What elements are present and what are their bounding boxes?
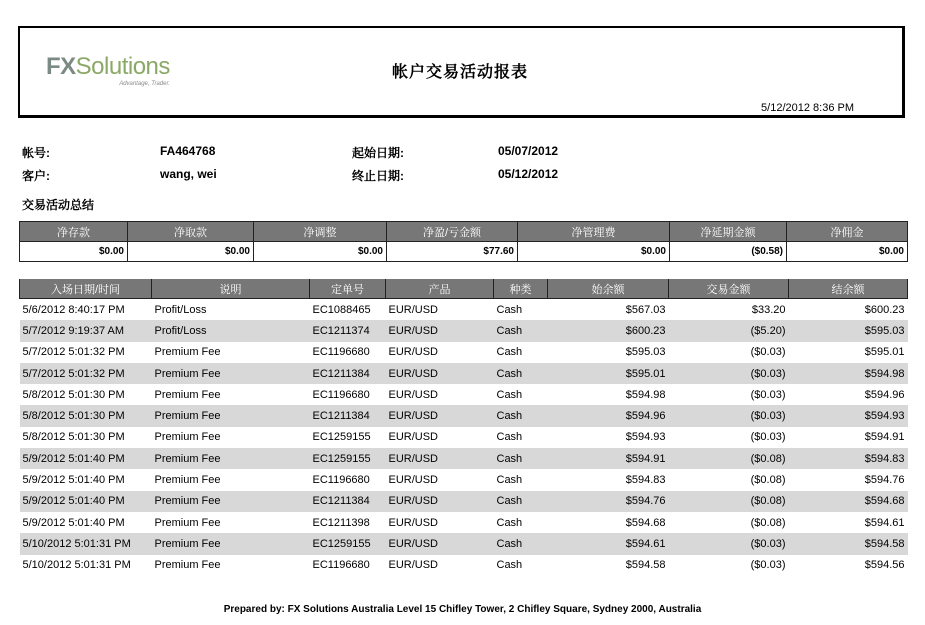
table-row [20,320,908,341]
summary-header: 净管理费 [518,222,670,242]
table-row [20,342,908,363]
cell-product: EUR/USD [388,431,439,444]
table-row [20,448,908,469]
cell-type: Cash [496,431,523,444]
cell-entry-datetime: 5/7/2012 5:01:32 PM [22,346,125,359]
cell-entry-datetime: 5/8/2012 5:01:30 PM [20,405,152,426]
cell-entry-datetime: 5/7/2012 5:01:32 PM [20,363,152,384]
cell-opening-balance: $594.91 [548,448,669,469]
cell-description: Premium Fee [154,474,221,487]
end-date-label: 终止日期: [352,169,404,183]
account-value: FA464768 [160,144,216,158]
cell-order-number: EC1211384 [310,405,386,426]
summary-value: $0.00 [254,242,387,262]
cell-entry-datetime: 5/9/2012 5:01:40 PM [22,516,125,529]
cell-order-number: EC1211374 [310,320,386,341]
cell-amount: ($0.03) [669,363,789,384]
cell-opening-balance: $594.83 [625,474,666,487]
cell-description: Premium Fee [154,431,221,444]
cell-description: Profit/Loss [152,320,310,341]
cell-type: Cash [494,448,548,469]
cell-closing-balance: $594.93 [789,405,908,426]
cell-closing-balance: $594.96 [864,388,905,401]
cell-amount: ($0.03) [750,559,786,572]
cell-type: Cash [496,303,523,316]
cell-amount: ($0.03) [669,405,789,426]
cell-product: EUR/USD [388,516,439,529]
cell-description: Premium Fee [154,346,221,359]
summary-header: 净存款 [20,222,128,242]
cell-type: Cash [496,516,523,529]
cell-amount: ($0.03) [750,346,786,359]
cell-opening-balance: $600.23 [548,320,669,341]
cell-entry-datetime: 5/7/2012 9:19:37 AM [20,320,152,341]
summary-header: 净延期金额 [670,222,787,242]
cell-order-number: EC1196680 [312,474,370,487]
cell-closing-balance: $594.91 [864,431,905,444]
cell-entry-datetime: 5/10/2012 5:01:31 PM [20,533,152,554]
summary-value: ($0.58) [670,242,787,262]
cell-description: Premium Fee [152,491,310,512]
cell-opening-balance: $594.98 [625,388,666,401]
cell-order-number: EC1259155 [310,448,386,469]
cell-description: Premium Fee [152,448,310,469]
summary-table [19,221,908,262]
cell-type: Cash [496,559,523,572]
report-header [18,26,905,118]
cell-closing-balance: $600.23 [864,303,905,316]
cell-opening-balance: $594.76 [548,491,669,512]
cell-amount: ($0.03) [669,533,789,554]
cell-amount: $33.20 [751,303,786,316]
activity-header: 入场日期/时间 [20,279,152,299]
table-row [20,491,908,512]
cell-opening-balance: $594.58 [625,559,666,572]
cell-product: EUR/USD [388,346,439,359]
cell-amount: ($0.08) [750,516,786,529]
table-row [20,512,908,533]
table-row [20,363,908,384]
cell-entry-datetime: 5/8/2012 5:01:30 PM [22,431,125,444]
activity-header: 产品 [386,279,494,299]
cell-description: Profit/Loss [154,303,207,316]
cell-closing-balance: $594.83 [789,448,908,469]
cell-entry-datetime: 5/9/2012 5:01:40 PM [22,474,125,487]
activity-table [19,279,908,576]
cell-description: Premium Fee [152,533,310,554]
report-timestamp: 5/12/2012 8:36 PM [761,102,854,114]
cell-type: Cash [494,533,548,554]
cell-closing-balance: $594.61 [864,516,905,529]
cell-type: Cash [494,491,548,512]
cell-opening-balance: $567.03 [625,303,666,316]
summary-header: 净盈/亏金额 [387,222,518,242]
cell-type: Cash [494,363,548,384]
cell-order-number: EC1211384 [310,491,386,512]
cell-opening-balance: $594.68 [625,516,666,529]
start-date-label: 起始日期: [352,146,404,160]
cell-closing-balance: $595.01 [864,346,905,359]
logo-tagline: Advantage, Trader. [119,81,170,87]
client-label: 客户: [22,169,50,183]
cell-order-number: EC1196680 [312,346,370,359]
cell-order-number: EC1211398 [312,516,370,529]
logo-solutions: Solutions [75,53,170,80]
cell-closing-balance: $594.68 [789,491,908,512]
cell-closing-balance: $594.98 [789,363,908,384]
table-row [20,405,908,426]
client-value: wang, wei [160,167,217,181]
cell-entry-datetime: 5/6/2012 8:40:17 PM [22,303,125,316]
summary-header: 净佣金 [787,222,908,242]
summary-value: $77.60 [387,242,518,262]
cell-amount: ($0.08) [669,448,789,469]
cell-description: Premium Fee [154,388,221,401]
account-label: 帐号: [22,146,50,160]
summary-section-title: 交易活动总结 [22,198,95,212]
cell-closing-balance: $595.03 [789,320,908,341]
start-date-value: 05/07/2012 [498,144,559,158]
activity-header: 种类 [494,279,548,299]
end-date-value: 05/12/2012 [498,167,559,181]
cell-amount: ($0.08) [750,474,786,487]
cell-description: Premium Fee [154,516,221,529]
cell-order-number: EC1196680 [312,559,370,572]
summary-header: 净调整 [254,222,387,242]
cell-product: EUR/USD [386,405,494,426]
cell-order-number: EC1211384 [310,363,386,384]
activity-header: 定单号 [310,279,386,299]
table-row [20,533,908,554]
cell-product: EUR/USD [386,491,494,512]
cell-entry-datetime: 5/10/2012 5:01:31 PM [22,559,131,572]
summary-value: $0.00 [518,242,670,262]
activity-header: 交易金额 [669,279,789,299]
cell-product: EUR/USD [386,320,494,341]
cell-product: EUR/USD [388,559,439,572]
cell-description: Premium Fee [154,559,221,572]
report-title: 帐户交易活动报表 [391,64,528,81]
table-row [20,384,908,405]
cell-closing-balance: $594.58 [789,533,908,554]
cell-order-number: EC1088465 [312,303,371,316]
cell-order-number: EC1196680 [312,388,370,401]
cell-product: EUR/USD [386,533,494,554]
cell-product: EUR/USD [388,303,439,316]
cell-order-number: EC1259155 [312,431,371,444]
activity-header: 结余额 [789,279,908,299]
table-row [20,469,908,490]
cell-product: EUR/USD [388,388,439,401]
cell-amount: ($5.20) [669,320,789,341]
cell-product: EUR/USD [388,474,439,487]
summary-value: $0.00 [128,242,254,262]
prepared-by-footer: Prepared by: FX Solutions Australia Level 15 Chifley Tower, 2 Chifley Square, Sydney 2000, Australia [223,604,702,615]
cell-type: Cash [496,346,523,359]
summary-value: $0.00 [20,242,128,262]
cell-opening-balance: $594.93 [625,431,666,444]
activity-header: 始余额 [548,279,669,299]
table-row [20,427,908,448]
cell-entry-datetime: 5/9/2012 5:01:40 PM [20,491,152,512]
cell-closing-balance: $594.56 [864,559,905,572]
cell-entry-datetime: 5/8/2012 5:01:30 PM [22,388,125,401]
cell-opening-balance: $594.96 [548,405,669,426]
cell-type: Cash [496,474,523,487]
cell-type: Cash [494,320,548,341]
cell-order-number: EC1259155 [310,533,386,554]
table-row [20,555,908,576]
cell-amount: ($0.03) [750,431,786,444]
table-row [20,299,908,321]
cell-description: Premium Fee [152,363,310,384]
cell-amount: ($0.03) [750,388,786,401]
cell-entry-datetime: 5/9/2012 5:01:40 PM [20,448,152,469]
cell-description: Premium Fee [152,405,310,426]
cell-type: Cash [496,388,523,401]
cell-opening-balance: $595.03 [625,346,666,359]
summary-header: 净取款 [128,222,254,242]
cell-product: EUR/USD [386,363,494,384]
cell-product: EUR/USD [386,448,494,469]
fxsolutions-logo [46,54,170,87]
cell-closing-balance: $594.76 [864,474,905,487]
cell-opening-balance: $595.01 [548,363,669,384]
logo-fx: FX [46,53,76,80]
cell-amount: ($0.08) [669,491,789,512]
cell-type: Cash [494,405,548,426]
summary-value: $0.00 [787,242,908,262]
activity-header: 说明 [152,279,310,299]
cell-opening-balance: $594.61 [548,533,669,554]
